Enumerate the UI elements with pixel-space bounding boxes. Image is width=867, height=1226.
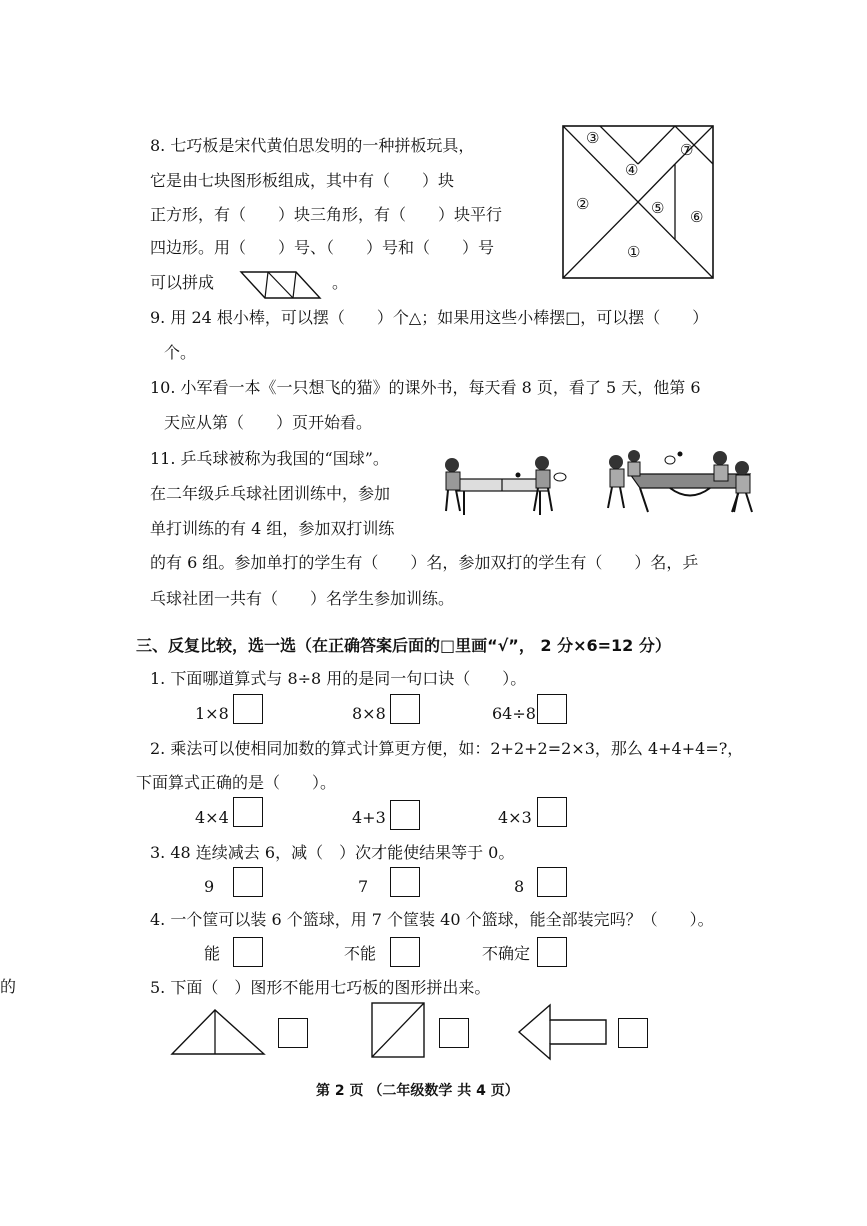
s3-q4-answer-box-c[interactable] — [537, 937, 567, 967]
s3-q3-answer-box-a[interactable] — [233, 867, 263, 897]
s3-q1-text: 1. 下面哪道算式与 8÷8 用的是同一句口诀（ ）。 — [150, 669, 527, 688]
q9-line2: 个。 — [164, 343, 197, 362]
q11-line1: 11. 乒乓球被称为我国的“国球”。 — [150, 449, 389, 468]
tangram-label-4: ④ — [625, 161, 639, 179]
q11-line2: 在二年级乒乓球社团训练中，参加 — [150, 484, 391, 503]
doubles-table-tennis-illustration — [600, 448, 770, 518]
q10-line1: 10. 小军看一本《一只想飞的猫》的课外书，每天看 8 页，看了 5 天，他第 6 — [150, 378, 701, 397]
s3-q2-answer-box-a[interactable] — [233, 797, 263, 827]
s3-q1-option-b: 8×8 — [352, 704, 386, 723]
q8-line3: 正方形，有（ ）块三角形，有（ ）块平行 — [150, 205, 503, 224]
page-footer: 第 2 页 （二年级数学 共 4 页） — [316, 1083, 519, 1099]
s3-q1-answer-box-a[interactable] — [233, 694, 263, 724]
s3-q2-option-c: 4×3 — [498, 808, 532, 827]
s3-q3-option-b: 7 — [358, 877, 369, 896]
s3-q4-answer-box-a[interactable] — [233, 937, 263, 967]
s3-q5-answer-box-a[interactable] — [278, 1018, 308, 1048]
q8-line4: 四边形。用（ ）号、（ ）号和（ ）号 — [150, 238, 495, 257]
s3-q3-option-c: 8 — [514, 877, 525, 896]
q10-line2: 天应从第（ ）页开始看。 — [164, 413, 373, 432]
parallelogram-figure — [238, 270, 324, 300]
s3-q3-text: 3. 48 连续减去 6，减（ ）次才能使结果等于 0。 — [150, 843, 515, 862]
s3-q1-answer-box-b[interactable] — [390, 694, 420, 724]
tangram-label-5: ⑤ — [651, 199, 665, 217]
s3-q2-option-b: 4+3 — [352, 808, 386, 827]
q11-line3: 单打训练的有 4 组，参加双打训练 — [150, 519, 395, 538]
s3-q4-option-a: 能 — [204, 944, 221, 963]
singles-table-tennis-illustration — [438, 455, 570, 521]
s3-q5-text: 5. 下面（ ）图形不能用七巧板的图形拼出来。 — [150, 978, 491, 997]
tangram-label-3: ③ — [586, 129, 600, 147]
s3-q5-answer-box-b[interactable] — [439, 1018, 469, 1048]
s3-q4-answer-box-b[interactable] — [390, 937, 420, 967]
s3-q4-text: 4. 一个筐可以装 6 个篮球，用 7 个筐装 40 个篮球，能全部装完吗？（ ）。 — [150, 910, 714, 929]
s3-q2-answer-box-b[interactable] — [390, 800, 420, 830]
s3-q2-text2: 下面算式正确的是（ ）。 — [136, 773, 337, 792]
s3-q1-option-a: 1×8 — [195, 704, 229, 723]
s3-q4-option-c: 不确定 — [482, 944, 531, 963]
triangle-shape-option — [168, 1006, 268, 1056]
s3-q3-answer-box-c[interactable] — [537, 867, 567, 897]
q9-line1: 9. 用 24 根小棒，可以摆（ ）个△；如果用这些小棒摆□，可以摆（ ） — [150, 308, 709, 327]
arrow-shape-option — [516, 1002, 610, 1062]
s3-q3-option-a: 9 — [204, 877, 215, 896]
s3-q2-option-a: 4×4 — [195, 808, 229, 827]
s3-q2-answer-box-c[interactable] — [537, 797, 567, 827]
s3-q4-option-b: 不能 — [344, 944, 377, 963]
tangram-label-1: ① — [627, 243, 641, 261]
q8-line5b: 。 — [332, 273, 349, 292]
s3-q3-answer-box-b[interactable] — [390, 867, 420, 897]
q8-line1: 8. 七巧板是宋代黄伯思发明的一种拼板玩具， — [150, 136, 475, 155]
s3-q1-option-c: 64÷8 — [492, 704, 536, 723]
q11-line5: 乓球社团一共有（ ）名学生参加训练。 — [150, 589, 455, 608]
tangram-label-6: ⑥ — [690, 208, 704, 226]
s3-q2-text1: 2. 乘法可以使相同加数的算式计算更方便，如：2+2+2=2×3，那么 4+4+4=?， — [150, 739, 744, 758]
s3-q5-answer-box-c[interactable] — [618, 1018, 648, 1048]
square-shape-option — [368, 1000, 428, 1060]
section3-title: 三、反复比较，选一选（在正确答案后面的□里画“√”， 2 分×6=12 分） — [136, 636, 671, 655]
margin-fragment: 的 — [0, 977, 17, 996]
tangram-label-2: ② — [576, 195, 590, 213]
tangram-label-7: ⑦ — [680, 141, 694, 159]
s3-q1-answer-box-c[interactable] — [537, 694, 567, 724]
q8-line5a: 可以拼成 — [150, 273, 215, 292]
q11-line4: 的有 6 组。参加单打的学生有（ ）名，参加双打的学生有（ ）名，乒 — [150, 553, 699, 572]
q8-line2: 它是由七块图形板组成，其中有（ ）块 — [150, 171, 455, 190]
